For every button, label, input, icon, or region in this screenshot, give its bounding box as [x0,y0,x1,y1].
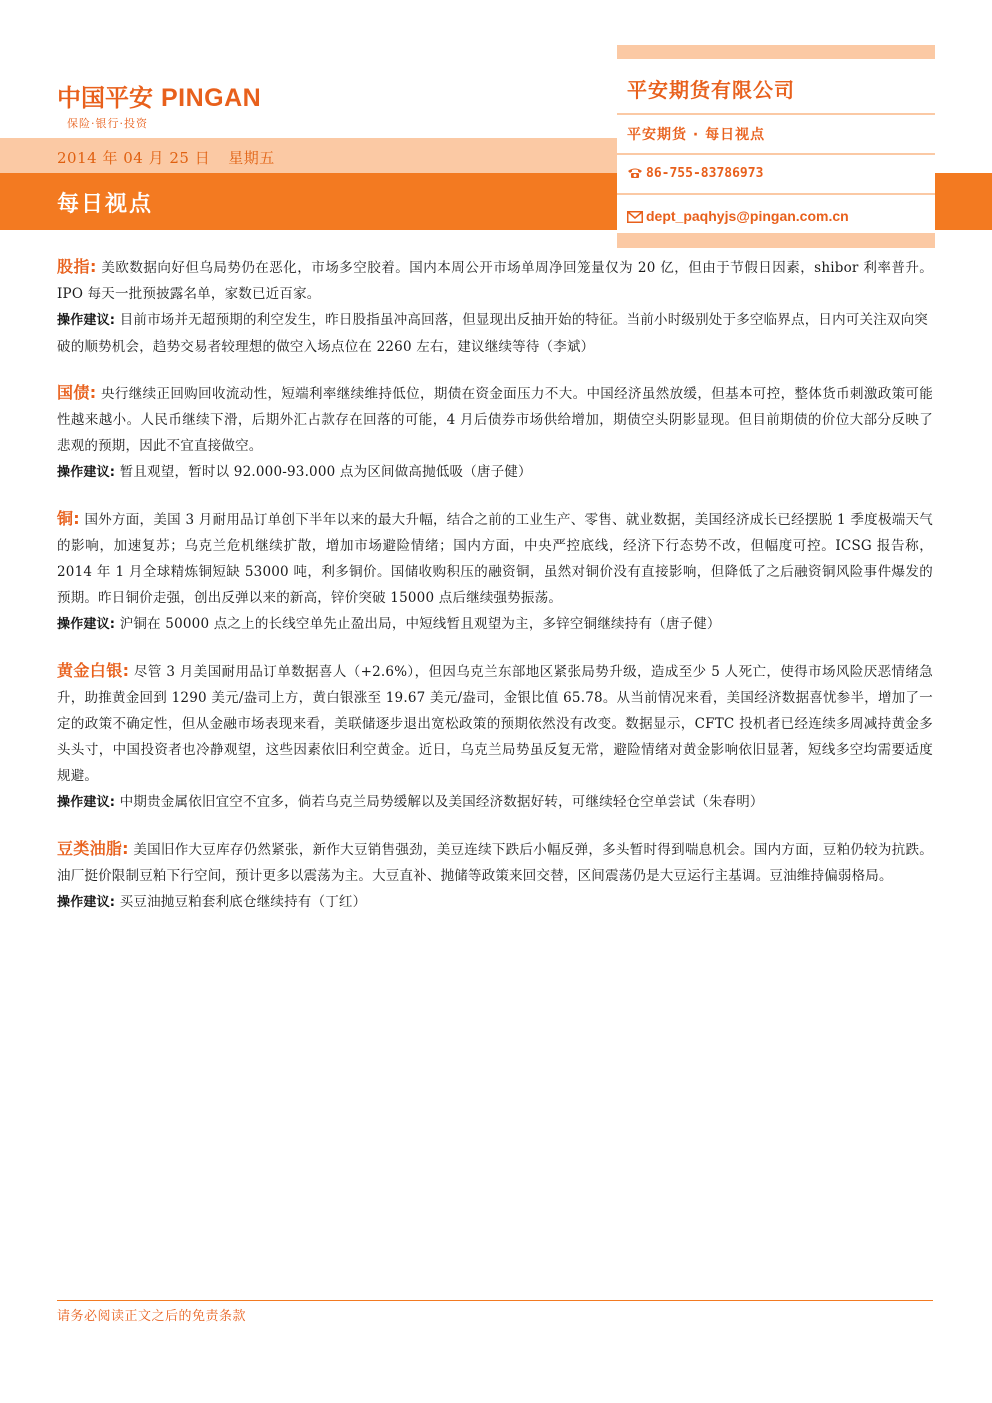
report-body [57,254,933,936]
advice-label: 操作建议: [57,895,116,910]
advice-label: 操作建议: [57,313,116,328]
company-info-panel [617,45,935,248]
section-treasury-bonds [57,380,933,486]
pingan-logo [57,78,261,131]
panel-divider [617,193,935,195]
panel-bottom-bar [617,233,935,248]
mail-icon [627,208,643,224]
section-paragraph [57,836,933,889]
date-band [0,138,618,173]
advice-text: 暂且观望，暂时以 92.000-93.000 点为区间做高抛低吸（唐子健） [119,464,532,480]
section-gold-silver [57,658,933,816]
section-advice [57,611,933,638]
section-paragraph [57,254,933,307]
section-paragraph [57,658,933,789]
logo-english-text: PINGAN [161,84,262,112]
section-label: 国债: [57,383,97,402]
logo-chinese-text: 中国平安 [57,84,153,112]
panel-top-bar [617,45,935,59]
advice-label: 操作建议: [57,795,116,810]
section-label: 股指: [57,257,97,276]
section-advice [57,307,933,360]
section-label: 铜: [57,509,80,528]
advice-text: 买豆油抛豆粕套利底仓继续持有（丁红） [119,894,367,910]
date-value: 2014 年 04 月 25 日 [57,149,211,167]
advice-text: 中期贵金属依旧宜空不宜多，倘若乌克兰局势缓解以及美国经济数据好转，可继续轻仓空单尝试（朱春明） [119,794,764,810]
report-date [57,147,275,168]
email-address[interactable]: dept_paqhyjs@pingan.com.cn [646,208,849,224]
phone-icon [627,166,643,181]
panel-divider [617,153,935,155]
section-advice [57,889,933,916]
section-advice [57,789,933,816]
email-line [627,208,849,224]
panel-subtitle: 平安期货 · 每日视点 [627,127,766,143]
footer-divider [57,1300,933,1301]
section-text: 尽管 3 月美国耐用品订单数据喜人（+2.6%），但因乌克兰东部地区紧张局势升级，造成至少 5 人死亡，使得市场风险厌恶情绪急升，助推黄金回到 1290 美元/盎司上方，黄白银涨至 19.67 美元/盎司，金银比值 65.78。从当前情况来看，美国经济数据喜忧参半，增加了一定的政策不确定性，但从金融市场表现来看，美联储逐步退出宽松政策的预期依然没有改变。数据显示，CFTC 投机者已经连续多周减持黄金多头头寸，中国投资者也冷静观望，这些因素依旧利空黄金。近日，乌克兰局势虽反复无常，避险情绪对黄金影响依旧显著，短线多空均需要适度规避。 [57,664,933,784]
advice-text: 目前市场并无超预期的利空发生，昨日股指虽冲高回落，但显现出反抽开始的特征。当前小时级别处于多空临界点，日内可关注双向突破的顺势机会，趋势交易者较理想的做空入场点位在 2260 左右，建议继续等待（李斌） [57,312,929,355]
section-label: 黄金白银: [57,661,130,680]
section-paragraph [57,506,933,611]
logo-tagline: 保险·银行·投资 [67,117,148,130]
section-advice [57,459,933,486]
advice-label: 操作建议: [57,617,116,632]
section-soy-oils [57,836,933,916]
section-text: 央行继续正回购回收流动性，短端利率继续维持低位，期债在资金面压力不大。中国经济虽然放缓，但基本可控，整体货币刺激政策可能性越来越小。人民币继续下滑，后期外汇占款存在回落的可能，4 月后债券市场供给增加，期债空头阴影显现。但目前期债的价位大部分反映了悲观的预期，因此不宜直接做空。 [57,386,934,454]
section-text: 国外方面，美国 3 月耐用品订单创下半年以来的最大升幅，结合之前的工业生产、零售、就业数据，美国经济成长已经摆脱 1 季度极端天气的影响，加速复苏；乌克兰危机继续扩散，增加市场避险情绪；国内方面，中央严控底线，经济下行态势不改，但幅度可控。ICSG 报告称，2014 年 1 月全球精炼铜短缺 53000 吨，利多铜价。国储收购积压的融资铜，虽然对铜价没有直接影响，但降低了之后融资铜风险事件爆发的预期。昨日铜价走强，创出反弹以来的新高，锌价突破 15000 点后继续强势振荡。 [57,512,933,606]
weekday-value: 星期五 [228,149,275,167]
advice-label: 操作建议: [57,465,116,480]
section-label: 豆类油脂: [57,839,129,858]
panel-divider [617,113,935,115]
section-stock-index [57,254,933,360]
section-paragraph [57,380,933,459]
footer-disclaimer: 请务必阅读正文之后的免责条款 [57,1309,247,1324]
phone-line [627,166,763,181]
company-name: 平安期货有限公司 [627,78,795,102]
phone-number[interactable]: 86-755-83786973 [646,166,764,181]
page-title: 每日视点 [57,192,154,217]
section-text: 美欧数据向好但乌局势仍在恶化，市场多空胶着。国内本周公开市场单周净回笼量仅为 20 亿，但由于节假日因素，shibor 利率普升。IPO 每天一批预披露名单，家数已近百家。 [57,260,934,302]
section-copper [57,506,933,638]
section-text: 美国旧作大豆库存仍然紧张，新作大豆销售强劲，美豆连续下跌后小幅反弹，多头暂时得到喘息机会。国内方面，豆粕仍较为抗跌。油厂挺价限制豆粕下行空间，预计更多以震荡为主。大豆直补、抛储等政策来回交替，区间震荡仍是大豆运行主基调。豆油维持偏弱格局。 [57,842,933,884]
advice-text: 沪铜在 50000 点之上的长线空单先止盈出局，中短线暂且观望为主，多锌空铜继续持有（唐子健） [119,616,721,632]
